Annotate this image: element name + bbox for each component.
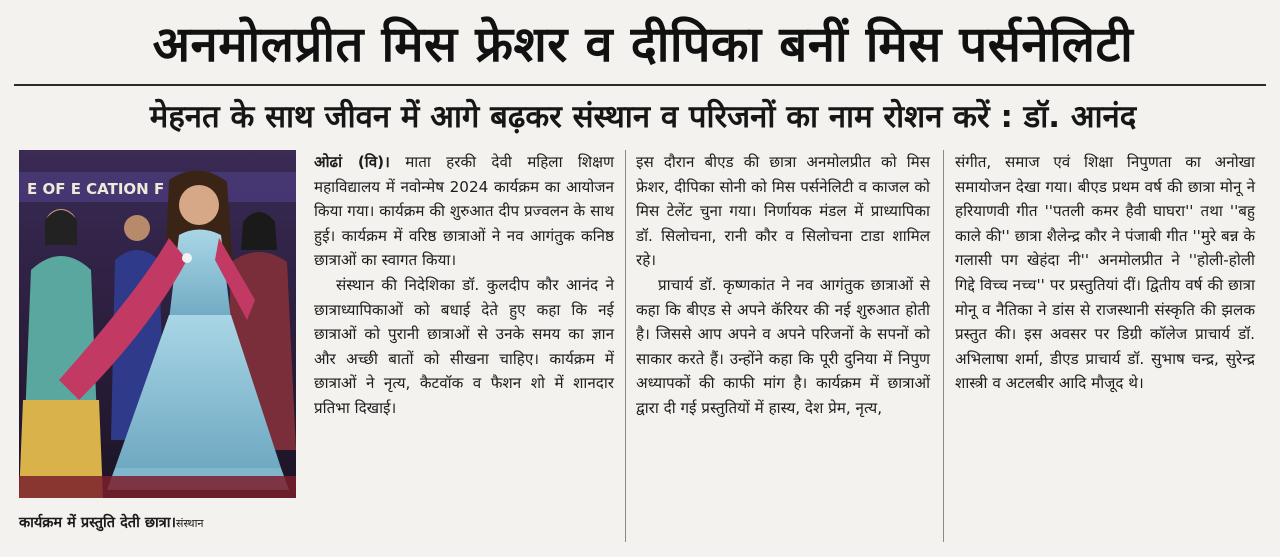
paragraph: माता हरकी देवी महिला शिक्षण महाविद्यालय में नवोन्मेष 2024 कार्यक्रम का आयोजन किया गया। कार्यक्रम की शुरुआत दीप प्रज्वलन के साथ हुई। कार्यक्रम में वरिष्ठ छात्राओं ने नव आगंतुक कनिष्ठ छात्राओं का स्वागत किया। [314, 153, 614, 270]
headline: अनमोलप्रीत मिस फ्रेशर व दीपिका बनीं मिस पर्सनेलिटी [152, 16, 1134, 73]
paragraph: संस्थान की निदेशिका डॉ. कुलदीप कौर आनंद ने छात्राध्यापिकाओं को बधाई देते हुए कहा कि नई छात्राओं को पुरानी छात्राओं से उनके समय का ज्ञान और अच्छी बातों को सीखना चाहिए। कार्यक्रम में छात्राओं ने नृत्य, कैटवॉक व फैशन शो में शानदार प्रतिभा दिखाई। [314, 275, 614, 417]
headline-divider [14, 84, 1266, 86]
article-column-2 [636, 150, 930, 545]
article-column-3 [955, 150, 1255, 545]
paragraph: संगीत, समाज एवं शिक्षा निपुणता का अनोखा समायोजन देखा गया। बीएड प्रथम वर्ष की छात्रा मोनू ने हरियाणवी गीत ''पतली कमर हैवी घाघरा'' तथा ''बहु काले की'' छात्रा शैलेन्द्र कौर ने पंजाबी गीत ''मुरे बन्न के गलासी पग खेहंदा नी'' अनमोलप्रीत ने ''होली-होली गिद्दे विच्च नच्च'' पर प्रस्तुतियां दीं। द्वितीय वर्ष की छात्रा मोनू व नैतिका ने डांस से राजस्थानी संस्कृति की झलक प्रस्तुत की। इस अवसर पर डिग्री कॉलेज प्राचार्य डॉ. अभिलाषा शर्मा, डीएड प्राचार्य डॉ. सुभाष चन्द्र, सुरेन्द्र शास्त्री व अटलबीर आदि मौजूद थे। [955, 153, 1255, 393]
badge [182, 253, 192, 263]
photo-caption [19, 503, 296, 543]
article-column-1 [314, 150, 614, 545]
photo-illustration [19, 150, 296, 498]
caption-text: कार्यक्रम में प्रस्तुति देती छात्रा। [19, 515, 177, 531]
paragraph: इस दौरान बीएड की छात्रा अनमोलप्रीत को मिस फ्रेशर, दीपिका सोनी को मिस पर्सनेलिटी व काजल को मिस टेलेंट चुना गया। निर्णायक मंडल में प्राध्यापिका डॉ. सिलोचना, रानी कौर व सिलोचना टाडा शामिल रहे। [636, 153, 930, 270]
column-divider [943, 150, 944, 542]
event-photo [19, 150, 296, 498]
caption-source: संस्थान [176, 517, 204, 530]
column-divider [625, 150, 626, 542]
banner-text: E OF E CATION F [27, 180, 165, 198]
subheadline: मेहनत के साथ जीवन में आगे बढ़कर संस्थान व परिजनों का नाम रोशन करें : डॉ. आनंद [149, 99, 1137, 135]
stage-floor [19, 476, 296, 498]
paragraph: प्राचार्य डॉ. कृष्णकांत ने नव आगंतुक छात्राओं से कहा कि बीएड से अपने कॅरियर की नई शुरुआत होती है। जिससे आप अपने व अपने परिजनों के सपनों को साकार करते हैं। उन्होंने कहा कि पूरी दुनिया में निपुण अध्यापकों की काफी मांग है। कार्यक्रम में छात्राओं द्वारा दी गई प्रस्तुतियों में हास्य, देश प्रेम, नृत्य, [636, 275, 930, 417]
dateline: ओढां (वि)। [314, 153, 390, 171]
